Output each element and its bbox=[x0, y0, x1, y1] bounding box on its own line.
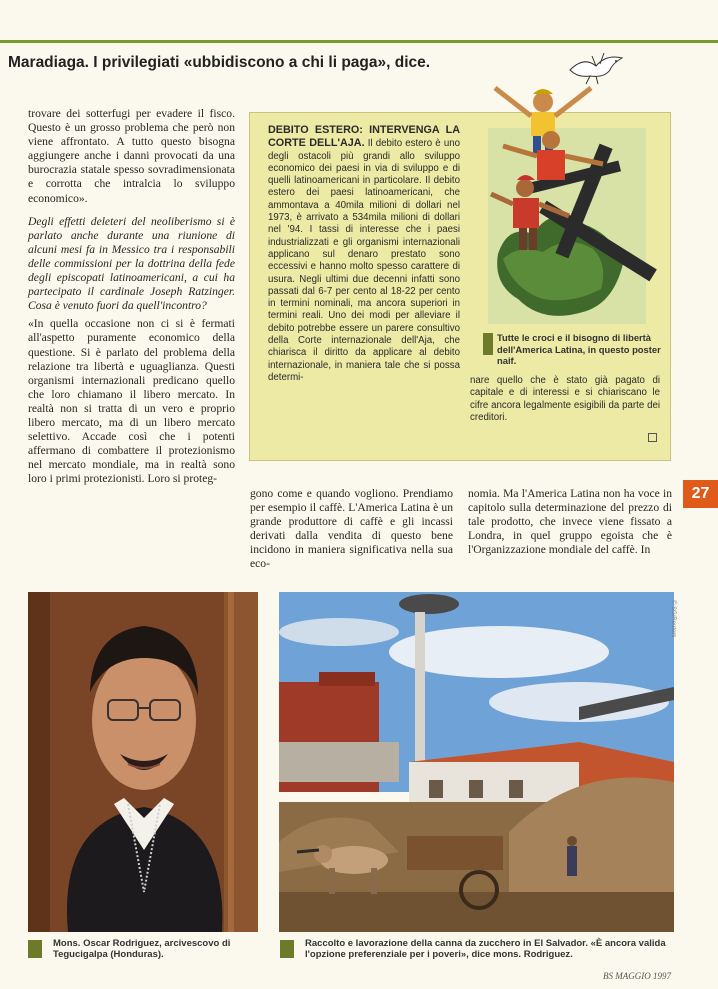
sidebar-text bbox=[268, 124, 460, 384]
article-column-1 bbox=[28, 107, 235, 486]
sidebar-body: Il debito estero è uno degli ostacoli più grandi allo sviluppo economico dei paesi in via di sviluppo e di quelli latinoamericani in particolare. Il debito estero dei paesi latinoamericani, che ammontava a 40mila milioni di dollari nel 1973, è arrivato a 534mila milioni di dollari nel '94. I tassi di interesse che i paesi industrializzati e gli organismi internazionali applicano sul denaro prestato sono eccessivi e hanno molto spesso carattere di usura. Negli ultimi due decenni infatti sono passati dal 6-7 per cento al 18-22 per cento in termini nominali, ma ancora superiori in termini reali. Uno dei modi per alleviare il debito potrebbe essere un parere consultivo della Corte internazionale dell'Aja, che chiarisca il diritto da applicare al debito internazionale, in maniera tale che si possa determi- bbox=[268, 138, 460, 383]
top-rule bbox=[0, 40, 718, 43]
photo-credit: © SG/Reuters bbox=[670, 600, 676, 638]
interview-question: Degli effetti deleteri del neoliberismo si è parlato anche durante una riunione di alcuni mesi fa in Messico tra i responsabili delle commissioni per la dottrina della fede degli episcopati latinoamericani, a cui ha partecipato il cardinale Joseph Ratzinger. Cosa è venuto fuori da quell'incontro? bbox=[28, 214, 235, 313]
page-number-tab: 27 bbox=[683, 480, 718, 508]
article-column-2: gono come e quando vogliono. Prendiamo per esempio il caffè. L'America Latina è un grande produttore di caffè e gli incassi derivati dalla vendita di questo bene incidono in maniera significativa nella sua eco- bbox=[250, 487, 453, 571]
paragraph: «In quella occasione non ci si è fermati all'aspetto puramente economico della questione. Si è parlato del problema della relazione tra libertà e uguaglianza. Questi organismi internazionali predicano quello che loro chiamano il libero mercato. In realtà non si tratta di un vero e proprio libero mercato, ma di un libero mercato selettivo. Accade così che i potenti affermano di combattere il protezionismo nel mercato mondiale, ma in realtà sono loro i primi protezionisti. Loro si proteg- bbox=[28, 317, 235, 486]
mill-photo-caption: Raccolto e lavorazione della canna da zucchero in El Salvador. «È ancora valida l'opzione preferenziale per i poveri», dice mons. Rodriguez. bbox=[305, 938, 675, 961]
page-footer: BS MAGGIO 1997 bbox=[603, 971, 671, 981]
sugarcane-mill-photo bbox=[279, 592, 674, 932]
dove-illustration bbox=[566, 50, 626, 88]
portrait-photo bbox=[28, 592, 258, 932]
article-column-3: nomia. Ma l'America Latina non ha voce in capitolo sulla determinazione del prezzo di tale prodotto, che invece viene fissato a Londra, in quel gruppo egoista che è l'Organizzazione mondiale del caffè. In bbox=[468, 487, 672, 557]
sidebar-title: DEBITO ESTERO: INTERVENGA LA CORTE DELL'AJA. bbox=[268, 124, 460, 150]
paragraph: trovare dei sotterfugi per evadere il fisco. Questo è un grosso problema che però non viene affrontato. A tutto questo bisogna aggiungere anche i danni provocati da una burocrazia statale spesso sovradimensionata e corrotta che intralcia lo sviluppo economico». bbox=[28, 107, 235, 205]
end-mark bbox=[648, 433, 657, 442]
sidebar-text-continued: nare quello che è stato già pagato di capitale e di interessi e si chiariscano le cifre ancora legalmente esigibili da parte dei creditori. bbox=[470, 375, 660, 423]
naif-poster-illustration bbox=[473, 84, 663, 344]
headline: Maradiaga. I privilegiati «ubbidiscono a chi li paga», dice. bbox=[8, 54, 431, 71]
sidebar-image-caption: Tutte le croci e il bisogno di libertà dell'America Latina, in questo poster naif. bbox=[497, 332, 665, 367]
portrait-caption: Mons. Oscar Rodriguez, arcivescovo di Tegucigalpa (Honduras). bbox=[53, 938, 263, 961]
